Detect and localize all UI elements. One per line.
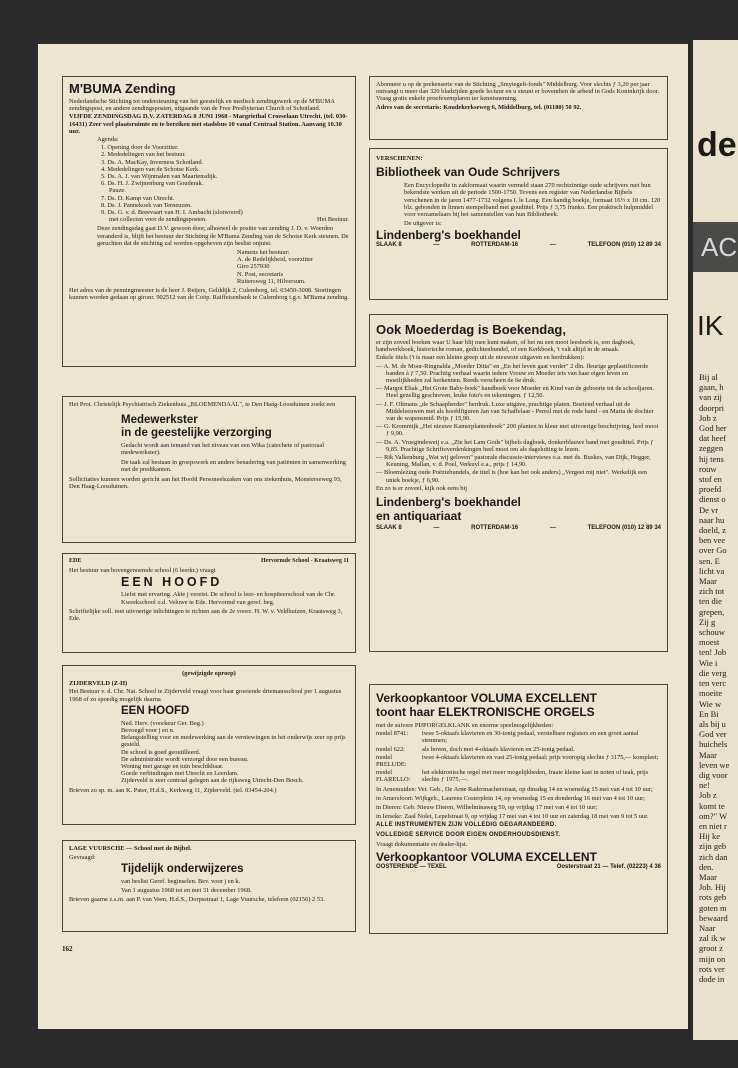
agenda-item: Pauze. (109, 187, 126, 195)
opposite-line: licht va (699, 565, 725, 576)
ede-ad (62, 553, 356, 653)
voluma-show: in Dieren: Geb. Nieuw Dieren, Wilhelminaweg 59, op vrijdag 17 mei van 4 tot 10 uur; (376, 804, 598, 812)
agenda-item: 7. Ds. D. Kamp van Utrecht. (101, 194, 175, 202)
moederdag-publisher2: en antiquariaat (376, 509, 462, 524)
vuursche-l2: Van 1 augustus 1968 tot en met 31 december 1968. (121, 886, 252, 894)
list-item: — Margot Eliak „Het Grote Baby-boek" handboek voor Moeder en Kind van de geboorte tot de schooljaren. Heel gezellig geschreven, leuke foto's en tekeningen. ƒ 12,50. (376, 385, 655, 400)
moederdag-address (376, 525, 661, 532)
voluma-footer-left: OOSTERENDE — TEXEL (376, 864, 447, 871)
voluma-caps1: ALLE INSTRUMENTEN ZIJN VOLLEDIG GEGARANDEERD. (376, 822, 557, 829)
smytegelt-ad (369, 76, 668, 140)
list-item: — G. Krommijk „Het nieuwe Kamerplantenboek" 200 planten in kleur met uitvoerige beschrijving, heel mooi ƒ 9,90. (376, 423, 659, 438)
voluma-intro: met de suivere PIJPORGELKLANK en enorme speelmogelijkheden: (376, 722, 554, 729)
address-part: — (433, 525, 440, 532)
ede-body: Liefst met ervaring. Akte j vereist. De school is leer- en hospiteerschool van de Chr. Kweekschool o.d. Veluwe te Ede. Hervormd van geref. beg. (121, 591, 336, 606)
list-item: De school is goed geoutilleerd. (121, 748, 201, 756)
model-name: model 8741: (376, 730, 409, 738)
opposite-line: ben vee (699, 535, 726, 546)
moederdag-list (376, 363, 661, 484)
list-item: Ned. Herv. (voorkeur Ger. Beg.) (121, 719, 204, 727)
opposite-line: Job z (699, 790, 717, 801)
opposite-line: den. (699, 861, 714, 872)
opposite-line: rots geb (699, 892, 727, 903)
opposite-line: ten die (699, 596, 722, 607)
zijderveld-place: ZIJDERVELD (Z-H) (69, 680, 128, 688)
bibliotheek-address (376, 242, 661, 249)
opposite-line: En Bi (699, 708, 719, 719)
list-item: — Ds. A. Vroegindeweij e.a. „Zie het Lam Gods" bijbels dagboek, donkerblauwe band met goudtitel. Prijs ƒ 9,85. Prachtige Schriftoverdenkingen heel mooi om als dagsluiting te lezen. (376, 438, 654, 453)
opposite-line: dode in (699, 973, 725, 984)
opposite-line: bewaard (699, 912, 728, 923)
bloemendaal-ad (62, 396, 356, 543)
opposite-line: als bij u (699, 718, 726, 729)
opposite-line: proefd (699, 484, 722, 495)
zijderveld-footer: Brieven zo sp. m. aan K. Pater, H.d.S., Kerkweg 11, Zijderveld. (tel. 03454-204.) (69, 786, 277, 794)
sign-line: N. Post, secretaris (237, 270, 284, 278)
opposite-line: grepen, (699, 606, 725, 617)
address-part: — (549, 242, 556, 249)
agenda-item: 4. Mededelingen van de Schotse Kerk. (101, 165, 200, 173)
opposite-subheading: IK (697, 310, 724, 341)
page-number: 162 (62, 945, 73, 953)
bloemendaal-footer: Sollicitaties kunnen worden gericht aan het Hoofd Personeelszaken van ons ziekenhuis, Monsterseweg 93, Den Haag-Loosduinen. (69, 476, 342, 491)
opposite-line: om?" W (699, 810, 728, 821)
opposite-line: dat heef (699, 433, 727, 444)
model-desc: als boven, doch met 4-oktaafs klavieren en 25-tonig pedaal. (422, 745, 575, 753)
opposite-line: groot z (699, 943, 723, 954)
voluma-model (376, 746, 661, 753)
voluma-show: in Amersfoort: Wijkgeb., Laurens Costerplein 14, op woensdag 15 en donderdag 16 mei van 4 tot 10 uur; (376, 794, 646, 802)
mbuma-title: M'BUMA Zending (69, 81, 176, 96)
opposite-line: komt te (699, 800, 725, 811)
opposite-line: ten! Job (699, 647, 727, 658)
agenda-item: 5. Ds. A. J. van Wijnmalen van Maartensdijk. (101, 173, 218, 181)
voluma-model (376, 769, 661, 783)
opposite-line: stof en (699, 474, 722, 485)
agenda-item: 9. Ds. G. v. d. Breevaart van H. I. Ambacht (slotwoord) (101, 209, 243, 217)
opposite-line: Zij g (699, 616, 716, 627)
opposite-line: doorpri (699, 402, 725, 413)
sign-line: Namens het bestuur: (237, 249, 290, 257)
ede-footer: Schriftelijke soll. met uitvoerige inlichtingen te richten aan de 2e voorz. H. W. v. Veldhuizen, Kraatsweg 3, Ede. (69, 607, 343, 623)
mbuma-collect: met collecten voor de zendingsposten. (109, 216, 207, 224)
bibliotheek-title: Bibliotheek van Oude Schrijvers (376, 165, 561, 180)
bloemendaal-p2: De taak zal bestaan in groepswerk en andere benadering van patiënten in samenwerking met de predikanten. (121, 458, 346, 473)
ede-place: EDE (69, 558, 82, 564)
bloemendaal-intro: Het Prot. Christelijk Psychiatrisch Ziekenhuis „BLOEMENDAAL", te Den Haag-Loosduinen zoekt een (69, 401, 336, 408)
address-part: TELEFOON (010) 12 89 34 (587, 242, 661, 249)
vuursche-asked: Gevraagd: (69, 854, 96, 862)
voluma-docs: Vraagt dokumentatie en dealer-lijst. (376, 840, 468, 848)
voluma-show: In Arnemuiden: Ver. Geb., De Arne Radermacherstraat, op dinsdag 14 en woensdag 15 mei van 4 tot 10 uur; (376, 785, 653, 793)
model-name: model PRELUDE: (376, 753, 407, 769)
vuursche-l1: van beslist Geref. beginselen. Bev. voor j en k. (121, 878, 241, 886)
voluma-footer-title: Verkoopkantoor VOLUMA EXCELLENT (376, 850, 597, 865)
model-desc: het elektronische orgel met meer mogelijkheden, fraaie kleine kast in noten of teak, prijs slechts ƒ 1975,—. (422, 769, 649, 784)
model-name: model 622: (376, 745, 405, 753)
bibliotheek-label: VERSCHENEN: (376, 155, 423, 162)
zijderveld-list (69, 720, 349, 785)
address-part: — (549, 525, 556, 532)
mbuma-agenda (69, 144, 349, 216)
opposite-page (693, 40, 738, 1040)
opposite-heading: de (697, 126, 737, 164)
address-part: ROTTERDAM-16 (471, 525, 519, 532)
opposite-line: leven we (699, 759, 730, 770)
opposite-line: van zij (699, 392, 722, 403)
list-item: — Rik Valkenburg „Wat wij geloven" pastorale discussie-interviews o.a. met ds. Buskes, van Dijk, Hegger, Keuning, Mallan, v. d. Poel, Verkuyl e.a., prijs ƒ 14,90. (376, 454, 651, 469)
mbuma-intro: Nederlandsche Stichting tot ondersteuning van het geestelijk en medisch zendingswerk op de M'BUMA zendingspost, en andere zendingsposten, uitgaande van de Free Presbyterian Church of Schotland. (69, 98, 335, 113)
smytegelt-address: Adres van de secretaris: Koudekerkseweg 6, Middelburg, tel. (01180) 50 92. (376, 103, 582, 111)
zijderveld-ad (62, 665, 356, 825)
voluma-footer-right: Oosterstraat 21 — Telef. (02223) 4 36 (556, 864, 661, 871)
model-desc: twee 4-oktaafs klavieren en vast 25-tonig pedaal; prijs vooropig slechts ƒ 3175,— kompleet; (422, 753, 659, 761)
opposite-line: schouw (699, 627, 725, 638)
opposite-banner-text: AC (701, 232, 738, 262)
opposite-line: zijn geb (699, 841, 727, 852)
opposite-line: die verg (699, 667, 727, 678)
bibliotheek-publisher: Lindenberg's boekhandel (376, 228, 521, 243)
opposite-line: huichels (699, 739, 728, 750)
ede-school: Hervormde School - Kraatsweg 11 (261, 558, 349, 564)
opposite-line: doeld, z (699, 525, 726, 536)
mbuma-meeting: VIJFDE ZENDINGSDAG D.V. ZATERDAG 8 JUNI 1968 - Margriethal Croeselaan Utrecht. (tel. 030-16431) Zeer veel plaatsruimte en te bereiken met stadsbus 10 vanaf Centraal Station. Aanvang 10.30 uur. (69, 113, 348, 135)
moederdag-closing: En zo is er zoveel, kijk ook eens bij (376, 484, 468, 492)
mbuma-collect-row (69, 216, 349, 223)
moederdag-intro: er zijn zoveel boeken waar U haar blij mee kunt maken, of het nu een mooi leesboek is, een dagboek, handwerkboek, historische roman, gedichtenbundel, of een Kerkboek, 't valt altijd in de smaak. (376, 339, 636, 354)
address-part: SLAAK 8 (376, 525, 402, 532)
opposite-line: Wie i (699, 657, 718, 668)
agenda-item: 3. Ds. A. MacKay, Inverness Schotland. (101, 158, 204, 166)
opposite-line: mijn on (699, 953, 726, 964)
voluma-model (376, 730, 661, 744)
mbuma-ad (62, 76, 356, 367)
opposite-line: Maar (699, 871, 717, 882)
opposite-line: zeggen (699, 443, 724, 454)
vuursche-header: LAGE VUURSCHE — School met de Bijbel. (69, 845, 192, 852)
list-item: — A. M. de Moor-Ringnalda „Moeder Ditta" en „En het leven gaat verder" 2 dln. fleurige geplastificeerde banden à ƒ 7,50. Prachtig verhaal waarin iedere Vrouw en Moeder iets van haar eigen leven en moeilijkheden zal herkennen. Reeds verscheen de 6e druk. (376, 362, 649, 385)
sign-line: Ruitersweg 11, Hilversum. (237, 277, 306, 285)
opposite-line: Bij al (699, 372, 718, 382)
sign-line: A. de Redelijkheid, voorzitter (237, 256, 314, 264)
opposite-line: gaan, h (699, 382, 724, 393)
opposite-line: ten verc (699, 678, 727, 689)
opposite-line: ne! (699, 780, 710, 791)
list-item: Belangstelling voor en medewerking aan de verniewingen in het onderwijs zeer op prijs gesteld. (121, 734, 346, 749)
opposite-line: Maar (699, 576, 717, 587)
voluma-footer-row (376, 864, 661, 871)
voluma-title2: toont haar ELEKTRONISCHE ORGELS (376, 705, 595, 719)
agenda-item: 8. Ds. J. Pannekoek van Terneuzen. (101, 201, 192, 209)
address-part: SLAAK 8 (376, 242, 402, 249)
model-name: model FLARELLO: (376, 769, 411, 784)
vuursche-title: Tijdelijk onderwijzeres (121, 863, 244, 876)
opposite-text (699, 372, 729, 984)
list-item: Zijderveld is zeer centraal gelegen aan de rijksweg Utrecht-Den Bosch. (121, 777, 304, 785)
agenda-item: 2. Mededelingen van het bestuur. (101, 151, 186, 159)
opposite-line: en niet r (699, 820, 727, 831)
bloemendaal-p1: Gedacht wordt aan iemand van het niveau van een Wika (catechete of pastoraal medewerkster). (121, 442, 324, 457)
ede-header (69, 558, 349, 565)
opposite-banner (693, 222, 738, 272)
agenda-item: 6. Ds. H. J. Zwijnenburg van Gouderak. (101, 180, 204, 188)
opposite-line: sen. E (699, 555, 720, 566)
mbuma-footer: Het adres van de penningmeester is de heer J. Reijers, Gelddijk 2, Culemborg, tel. 03450-3008. Stortingen kunnen worden gedaan op gironr. 902512 van de Coöp. Raiffeisenbank te Culemborg t.g.v. M'Buma zending. (69, 287, 349, 302)
list-item: De administratie wordt verzorgd door een bureau. (121, 755, 249, 763)
model-desc: twee 5-oktaafs klavieren en 30-tonig pedaal, verstelbare registers en een groot aantal stemmen; (422, 730, 639, 745)
voluma-model (376, 754, 661, 768)
opposite-line: zich tot (699, 586, 725, 597)
list-item: Goede verbindingen met Utrecht en Leerdam. (121, 770, 239, 778)
opposite-line: dienst o (699, 494, 726, 505)
address-part: TELEFOON (010) 12 89 34 (587, 525, 661, 532)
bibliotheek-ad (369, 148, 668, 300)
opposite-line: God her (699, 423, 727, 434)
opposite-line: over Go (699, 545, 727, 556)
ede-title: EEN HOOFD (121, 575, 223, 590)
opposite-line: dig voor (699, 769, 728, 780)
mbuma-notice: Deze zendingsdag gaat D.V. gewoon door, alhoewel de positie van zending J. D. v. Woerden veranderd is, blijft het bestuur der Stichting de M'Buma Zending van de Schotse Kerk steunen. De geruchten dat de stichting zal worden opgeheven zijn beslist onjuist. (97, 225, 349, 247)
mbuma-signature (69, 249, 349, 285)
opposite-line: God ver (699, 729, 727, 740)
list-item: Woning met garage en tuin beschikbaar. (121, 763, 224, 771)
mbuma-agenda-label: Agenda: (97, 136, 119, 144)
moederdag-intro2: Enkele titels ('t is maar een kleine greep uit de nieuwste uitgaven en herdrukken): (376, 354, 585, 362)
opposite-line: zich dan (699, 851, 728, 862)
list-item: Bevoegd voor j en n. (121, 727, 175, 735)
zijderveld-intro: Het Bestuur v. d. Chr. Nat. School te Zijderveld vraagt voor haar groeiende driemansschool per 1 augustus 1968 of zo spoedig mogelijk daarna (69, 688, 342, 703)
address-part: — (433, 242, 440, 249)
list-item: — J. F. Oltmans „de Schaapherder" herdruk. Luxe uitgave, prachtige platen. Boeiend verhaal uit de Middeleeuwen met als hoofdfiguren Jan van Schaffelaar - Perrol met de rode hand - en Maria de dochter van de wapensmid. Prijs ƒ 15,90. (376, 400, 654, 423)
opposite-line: hij tens (699, 453, 724, 464)
opposite-line: Naar (699, 922, 716, 933)
voluma-show: in Ierseke: Zaal Nolet, Lepelstraat 9, op vrijdag 17 mei van 4 tot 10 uur en zaterdag 18 mei van 9 tot 5 uur. (376, 813, 649, 821)
bloemendaal-title1: Medewerkster (121, 414, 198, 427)
opposite-line: moeite (699, 688, 723, 699)
moederdag-ad (369, 314, 668, 652)
zijderveld-title: EEN HOOFD (121, 704, 190, 717)
opposite-line: Maar (699, 749, 717, 760)
bibliotheek-body: Een Encyclopedie in zakformaat waarin vermeld staan 270 rechtzinnige oude schrijvers met hun bekendste werken uit de periode 1500-1750. Tevens een register van Nederlandse Bijbels verschenen in de jaren 1477-1732 volgens I. le Long. Een handig boekje, formaat 16½ x 10 cm. 120 blz. gebonden in linnen stempelband met goudtitel. Prijs ƒ 3,75 franko. Een praktisch hulpmiddel voor verzamelaars bij het samenstellen van hun Bibliotheek. (404, 182, 661, 219)
opposite-line: Job. Hij (699, 882, 726, 893)
ede-intro: Het bestuur van bovengenoemde school (6 leerkr.) vraagt (69, 567, 216, 575)
vuursche-footer: Brieven gaarne z.s.m. aan P. van Veen, H.d.S., Dorpsstraat 1, Lage Vuursche, telefoon (02156) 2 53. (69, 895, 325, 903)
opposite-line: moest (699, 637, 720, 648)
opposite-line: zal ik w (699, 933, 726, 944)
vuursche-ad (62, 840, 356, 932)
moederdag-publisher1: Lindenberg's boekhandel (376, 495, 521, 510)
smytegelt-text: Abonneer u op de prekenserie van de Stichting „Smytegelt-fonds" Middelburg. Voor slechts ƒ 3,20 per jaar ontvangt u meer dan 320 bladzijden goede lectuur en u steunt er bovendien de arbeid in Gods Koninkrijk door. Vraag gratis enkele proefexemplaren ter kennisneming. (376, 81, 660, 103)
opposite-line: Job z (699, 412, 717, 423)
opposite-line: naar hu (699, 514, 725, 525)
opposite-line: rots ver (699, 963, 725, 974)
opposite-line: rouw (699, 463, 717, 474)
list-item: — Bloemlezing oude Poëziebundels, de titel is (hoe kan het ook anders) „Vergeet mij niet". Werkelijk een uniek boekje, ƒ 6,90. (376, 469, 647, 484)
voluma-ad (369, 684, 668, 934)
moederdag-title: Ook Moederdag is Boekendag, (376, 322, 566, 337)
bloemendaal-title2: in de geestelijke verzorging (121, 427, 272, 440)
opposite-line: goten m (699, 902, 727, 913)
agenda-item: 1. Opening door de Voorzitter. (101, 144, 179, 152)
opposite-line: De vr (699, 504, 719, 515)
bibliotheek-publisher-label: De uitgever is: (404, 220, 442, 228)
zijderveld-note: (gewijzigde oproep) (182, 670, 236, 677)
mbuma-collect-sign: Het Bestuur. (317, 216, 349, 224)
voluma-caps2: VOLLEDIGE SERVICE DOOR EIGEN ONDERHOUDSDIENST. (376, 831, 561, 838)
address-part: ROTTERDAM-16 (471, 242, 519, 249)
opposite-line: Hij ke (699, 831, 721, 842)
opposite-line: Wie w (699, 698, 722, 709)
sign-line: Giro 257930 (237, 263, 270, 271)
voluma-title1: Verkoopkantoor VOLUMA EXCELLENT (376, 691, 597, 705)
